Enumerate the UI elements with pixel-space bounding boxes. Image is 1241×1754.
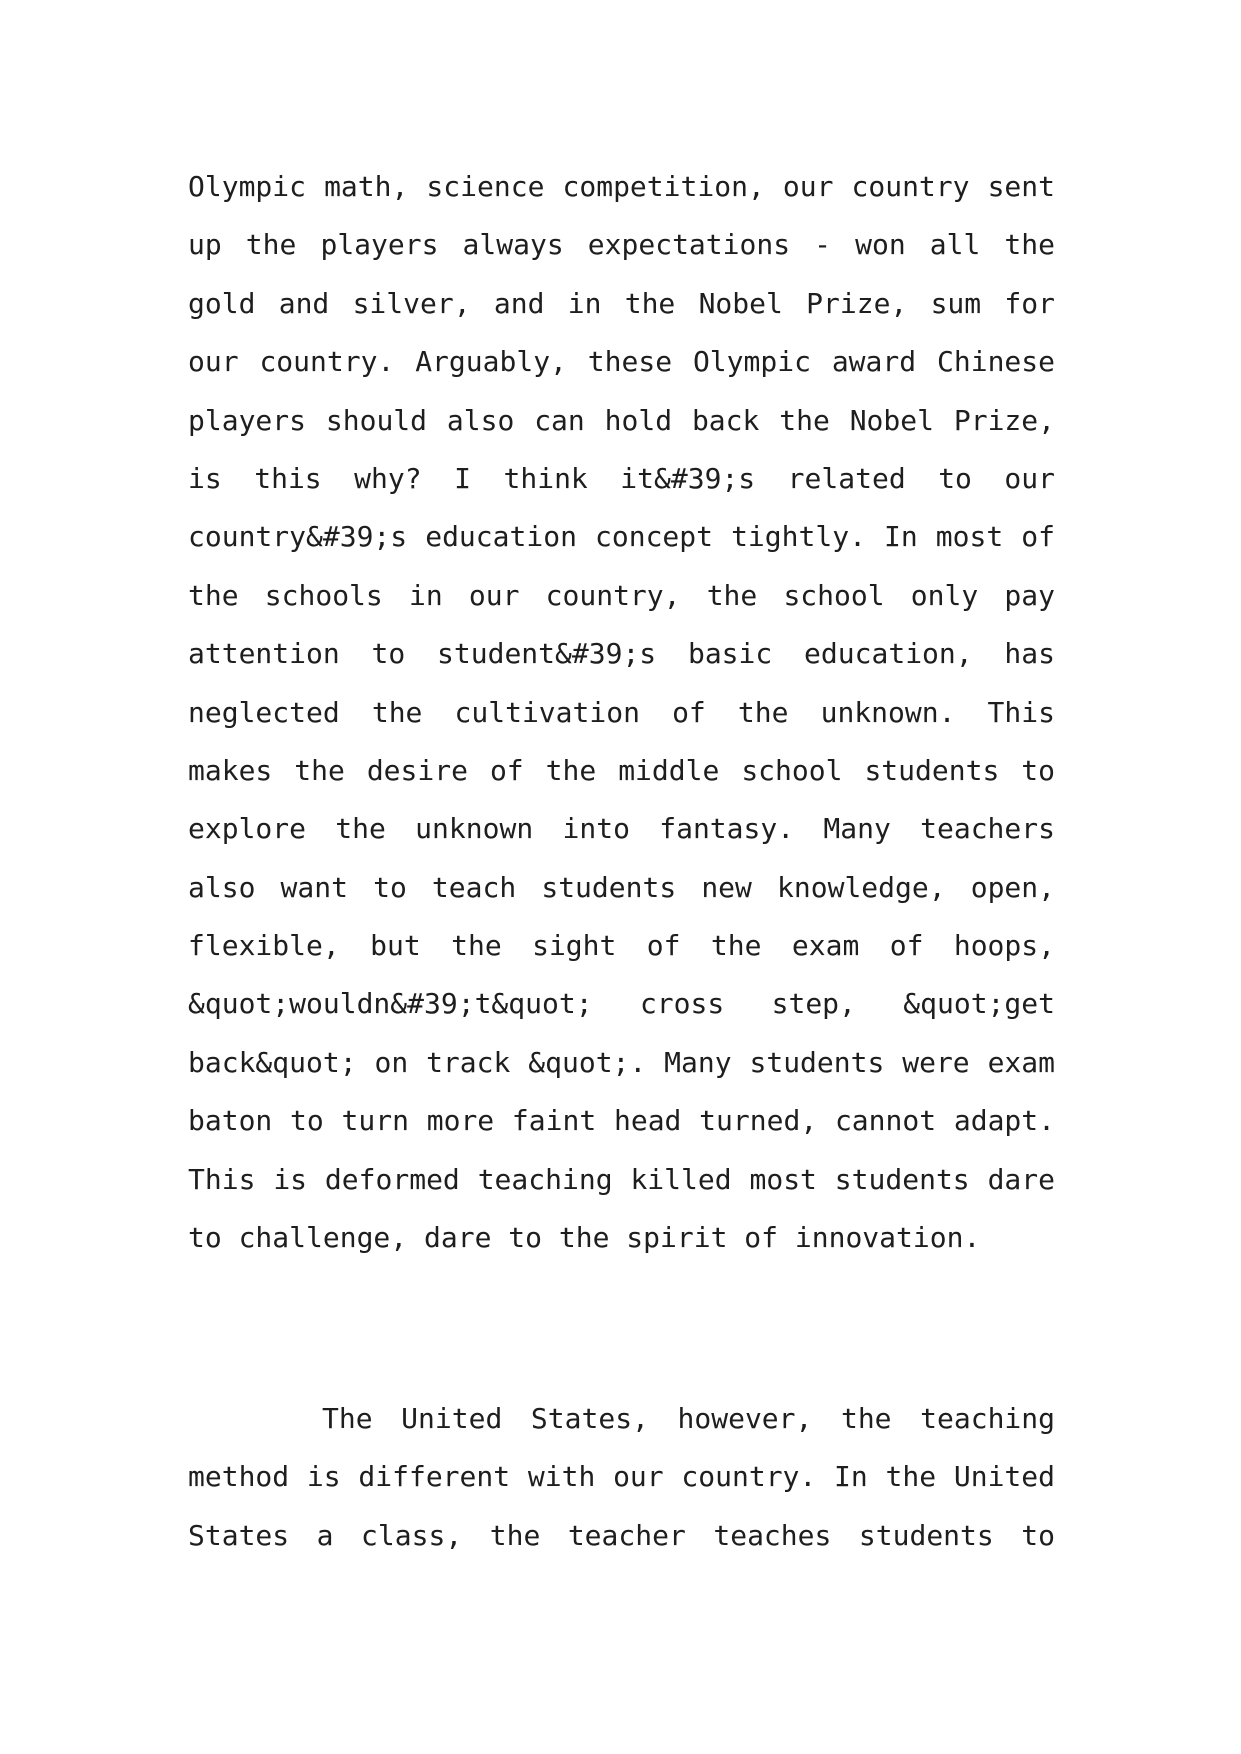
text-line: the schools in our country, the school only pay — [188, 578, 1055, 612]
text-line: our country. Arguably, these Olympic award Chinese — [188, 345, 1055, 379]
paragraph-2 — [188, 1390, 1055, 1565]
text-line: players should also can hold back the Nobel Prize, — [188, 403, 1055, 437]
paragraph-1 — [188, 158, 1055, 1267]
text-line: to challenge, dare to the spirit of innovation. — [188, 1221, 981, 1255]
text-line: up the players always expectations - won all the — [188, 228, 1055, 262]
text-line: back&quot; on track &quot;. Many students were exam — [188, 1045, 1055, 1079]
text-line: also want to teach students new knowledge, open, — [188, 870, 1055, 904]
text-line: makes the desire of the middle school students to — [188, 753, 1055, 787]
text-line: neglected the cultivation of the unknown. This — [188, 695, 1055, 729]
text-line: explore the unknown into fantasy. Many teachers — [188, 812, 1055, 846]
text-line: &quot;wouldn&#39;t&quot; cross step, &quot;get — [188, 987, 1055, 1021]
text-line: States a class, the teacher teaches students to — [188, 1518, 1055, 1552]
text-line: is this why? I think it&#39;s related to our — [188, 461, 1055, 495]
text-line: The United States, however, the teaching — [322, 1402, 1055, 1435]
text-line: This is deformed teaching killed most students dare — [188, 1162, 1055, 1196]
text-line: attention to student&#39;s basic education, has — [188, 637, 1055, 671]
text-line: gold and silver, and in the Nobel Prize, sum for — [188, 286, 1055, 320]
text-line: country&#39;s education concept tightly. In most of — [188, 520, 1055, 554]
text-line: method is different with our country. In the United — [188, 1460, 1055, 1494]
text-line: baton to turn more faint head turned, cannot adapt. — [188, 1104, 1055, 1138]
text-line: flexible, but the sight of the exam of hoops, — [188, 929, 1055, 963]
text-line: Olympic math, science competition, our country sent — [188, 170, 1055, 203]
